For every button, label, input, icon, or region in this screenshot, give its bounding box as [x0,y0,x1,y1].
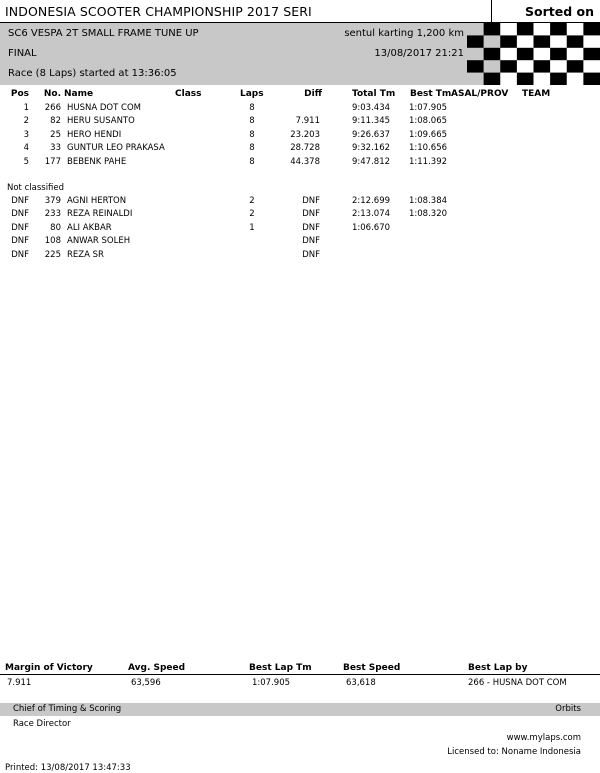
cell-name: HERO HENDI [67,129,122,140]
best-lap-by-header: Best Lap by [468,663,528,673]
cell-diff: DNF [302,236,320,247]
cell-name: GUNTUR LEO PRAKASA [67,143,165,154]
cell-diff: DNF [302,222,320,233]
cell-pos: DNF [11,196,29,206]
cell-no: 225 [44,249,61,260]
avg-speed-value: 63,596 [131,678,161,688]
cell-pos: DNF [11,222,29,233]
col-team: TEAM [522,89,551,99]
col-name: Name [64,89,94,99]
cell-name: AGNI HERTON [67,196,127,206]
col-best: Best Tm [410,89,452,99]
cell-diff: 7.911 [295,116,320,127]
championship-title: INDONESIA SCOOTER CHAMPIONSHIP 2017 SERI [5,4,312,19]
best-speed-header: Best Speed [343,663,401,673]
track-info: sentul karting 1,200 km [344,28,464,39]
not-classified-label: Not classified [7,183,65,193]
cell-laps: 8 [249,143,255,154]
top-bar [0,0,600,23]
cell-no: 379 [44,196,61,206]
cell-pos: 3 [23,129,29,140]
cell-total: 1:06.670 [352,222,391,233]
cell-diff: 23.203 [290,129,320,140]
cell-total: 9:26.637 [352,129,391,140]
category-title: SC6 VESPA 2T SMALL FRAME TUNE UP [8,28,199,39]
table-row [0,143,600,156]
race-datetime: 13/08/2017 21:21 [374,48,464,59]
cell-best: 1:08.065 [409,116,448,127]
cell-best: 1:10.656 [409,143,448,154]
checkered-flag-icon [467,23,600,85]
cell-pos: 5 [23,156,29,167]
cell-no: 33 [50,143,61,154]
cell-best: 1:09.665 [409,129,448,140]
col-laps: Laps [240,89,264,99]
margin-value: 7.911 [7,678,32,688]
col-asal: ASAL/PROV [451,89,509,99]
cell-laps: 8 [249,129,255,140]
col-diff: Diff [304,89,322,99]
margin-header: Margin of Victory [5,663,93,673]
licensed-label: Licensed to: Noname Indonesia [447,747,581,757]
cell-laps: 8 [249,103,255,113]
cell-name: ALI AKBAR [67,222,112,233]
table-row [0,116,600,129]
table-row [0,223,600,236]
cell-total: 9:47.812 [352,156,391,167]
summary-header [0,662,600,675]
cell-laps: 2 [249,196,255,206]
cell-best: 1:11.392 [409,156,448,167]
cell-no: 233 [44,209,61,220]
cell-total: 2:12.699 [352,196,391,206]
cell-diff: DNF [302,209,320,220]
summary-values [0,677,600,690]
website-link[interactable]: www.mylaps.com [506,733,581,743]
table-row [0,209,600,222]
cell-no: 25 [50,129,61,140]
table-row [0,196,600,209]
cell-name: REZA REINALDI [67,209,133,220]
col-total: Total Tm [352,89,396,99]
cell-no: 177 [44,156,61,167]
race-info: Race (8 Laps) started at 13:36:05 [8,68,177,79]
cell-name: ANWAR SOLEH [67,236,131,247]
cell-no: 266 [44,103,61,113]
avg-speed-header: Avg. Speed [128,663,186,673]
cell-diff: 28.728 [290,143,320,154]
cell-total: 2:13.074 [352,209,391,220]
cell-name: HERU SUSANTO [67,116,135,127]
cell-pos: DNF [11,236,29,247]
race-header [0,23,600,85]
chief-bar [0,703,600,716]
cell-total: 9:32.162 [352,143,391,154]
cell-pos: 1 [23,103,29,113]
session-title: FINAL [8,48,37,59]
cell-best: 1:08.384 [409,196,448,206]
cell-total: 9:03.434 [352,103,391,113]
cell-no: 80 [50,222,61,233]
col-pos: Pos [10,89,29,99]
chief-label: Chief of Timing & Scoring [13,704,122,714]
cell-laps: 8 [249,116,255,127]
table-row [0,103,600,116]
table-row [0,236,600,249]
cell-pos: DNF [11,209,29,220]
cell-diff: DNF [302,196,320,206]
race-director-label: Race Director [13,719,71,729]
cell-laps: 1 [249,222,255,233]
cell-no: 82 [50,116,61,127]
cell-name: HUSNA DOT COM [67,103,141,113]
table-row [0,250,600,263]
cell-laps: 2 [249,209,255,220]
orbits-label: Orbits [555,704,581,714]
cell-best: 1:07.905 [409,103,448,113]
col-class: Class [175,89,202,99]
cell-no: 108 [44,236,61,247]
cell-best: 1:08.320 [409,209,448,220]
best-lap-by-value: 266 - HUSNA DOT COM [468,678,567,688]
cell-diff: DNF [302,249,320,260]
col-no: No. [43,89,61,99]
best-speed-value: 63,618 [346,678,376,688]
cell-laps: 8 [249,156,255,167]
cell-pos: 4 [23,143,29,154]
cell-pos: DNF [11,249,29,260]
cell-pos: 2 [23,116,29,127]
sorted-label: Sorted on [491,0,600,23]
cell-total: 9:11.345 [352,116,391,127]
table-row [0,157,600,170]
best-lap-tm-header: Best Lap Tm [249,663,312,673]
printed-label: Printed: 13/08/2017 13:47:33 [5,763,131,773]
table-row [0,130,600,143]
cell-diff: 44.378 [290,156,320,167]
cell-name: BEBENK PAHE [67,156,127,167]
best-lap-tm-value: 1:07.905 [252,678,291,688]
cell-name: REZA SR [67,249,104,260]
